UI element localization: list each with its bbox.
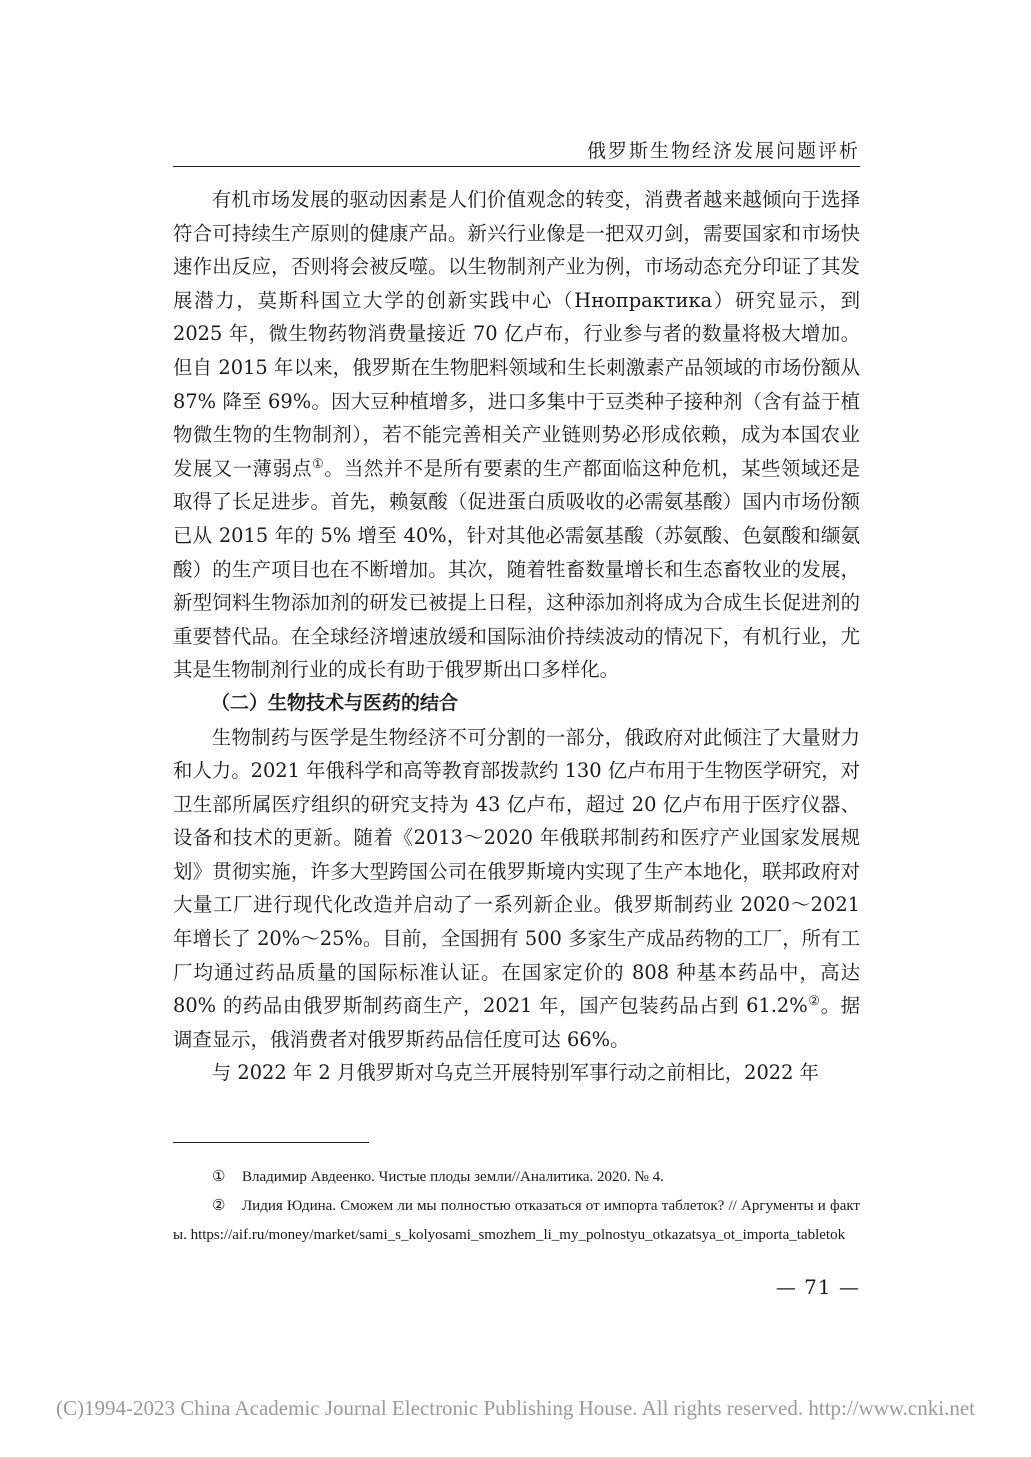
running-header: 俄罗斯生物经济发展问题评析 bbox=[586, 140, 860, 162]
footnote bbox=[173, 1192, 860, 1250]
paragraph-text: 有机市场发展的驱动因素是人们价值观念的转变，消费者越来越倾向于选择符合可持续生产原则的健康产品。新兴行业像是一把双刃剑，需要国家和市场快速作出反应，否则将会被反噬。以生物制剂产业为例，市场动态充分印证了其发展潜力，莫斯科国立大学的创新实践中心（Ннопрактика）研究显示，到 2025 年，微生物药物消费量接近 70 亿卢布，行业参与者的数量将极大增加。但自 2015 年以来，俄罗斯在生物肥料领域和生长刺激素产品领域的市场份额从 87% 降至 69%。因大豆种植增多，进口多集中于豆类种子接种剂（含有益于植物微生物的生物制剂），若不能完善相关产业链则势必形成依赖，成为本国农业发展又一薄弱点 bbox=[173, 188, 860, 480]
footnote-mark: ① bbox=[212, 1169, 226, 1185]
copyright-watermark: (C)1994-2023 China Academic Journal Electronic Publishing House. All rights reserved. http://www.cnki.net bbox=[56, 1396, 975, 1420]
footnote bbox=[173, 1163, 860, 1192]
footnote-rule bbox=[173, 1142, 369, 1143]
paragraph-text-continued: 。据调查显示，俄消费者对俄罗斯药品信任度可达 66%。 bbox=[173, 994, 860, 1051]
paragraph-text: 与 2022 年 2 月俄罗斯对乌克兰开展特别军事行动之前相比，2022 年 bbox=[211, 1061, 820, 1085]
footnote-reference[interactable]: ② bbox=[807, 994, 821, 1010]
footnote-text: Лидия Юдина. Сможем ли мы полностью отказаться от импорта таблеток? // Аргументы и факты. https://aif.ru/money/market/sami_s_kolyosami_smozhem_li_my_polnostyu_otkazatsya_ot_importa_tabletok bbox=[173, 1198, 860, 1243]
paragraph-text: 生物制药与医学是生物经济不可分割的一部分，俄政府对此倾注了大量财力和人力。2021 年俄科学和高等教育部拨款约 130 亿卢布用于生物医学研究，对卫生部所属医疗组织的研究支持为 43 亿卢布，超过 20 亿卢布用于医疗仪器、设备和技术的更新。随着《2013～2020 年俄联邦制药和医疗产业国家发展规划》贯彻实施，许多大型跨国公司在俄罗斯境内实现了生产本地化，联邦政府对大量工厂进行现代化改造并启动了一系列新企业。俄罗斯制药业 2020～2021 年增长了 20%～25%。目前，全国拥有 500 多家生产成品药物的工厂，所有工厂均通过药品质量的国际标准认证。在国家定价的 808 种基本药品中，高达 80% 的药品由俄罗斯制药商生产，2021 年，国产包装药品占到 61.2% bbox=[173, 725, 860, 1018]
paragraph bbox=[173, 721, 860, 1057]
article-body bbox=[173, 183, 860, 1090]
footnote-text: Владимир Авдеенко. Чистые плоды земли//Аналитика. 2020. № 4. bbox=[242, 1169, 664, 1185]
section-heading: （二）生物技术与医药的结合 bbox=[211, 691, 459, 714]
paragraph-text-continued: 。当然并不是所有要素的生产都面临这种危机，某些领域还是取得了长足进步。首先，赖氨酸（促进蛋白质吸收的必需氨基酸）国内市场份额已从 2015 年的 5% 增至 40%，针对其他必需氨基酸（苏氨酸、色氨酸和缬氨酸）的生产项目也在不断增加。其次，随着牲畜数量增长和生态畜牧业的发展，新型饲料生物添加剂的研发已被提上日程，这种添加剂将成为合成生长促进剂的重要替代品。在全球经济增速放缓和国际油价持续波动的情况下，有机行业，尤其是生物制剂行业的成长有助于俄罗斯出口多样化。 bbox=[173, 456, 861, 682]
footnotes bbox=[173, 1163, 860, 1250]
paragraph bbox=[173, 1056, 860, 1090]
footnote-mark: ② bbox=[212, 1198, 226, 1214]
header-rule bbox=[173, 166, 860, 167]
page-number: — 71 — bbox=[775, 1275, 860, 1299]
paragraph bbox=[173, 183, 860, 687]
footnote-reference[interactable]: ① bbox=[312, 456, 325, 472]
